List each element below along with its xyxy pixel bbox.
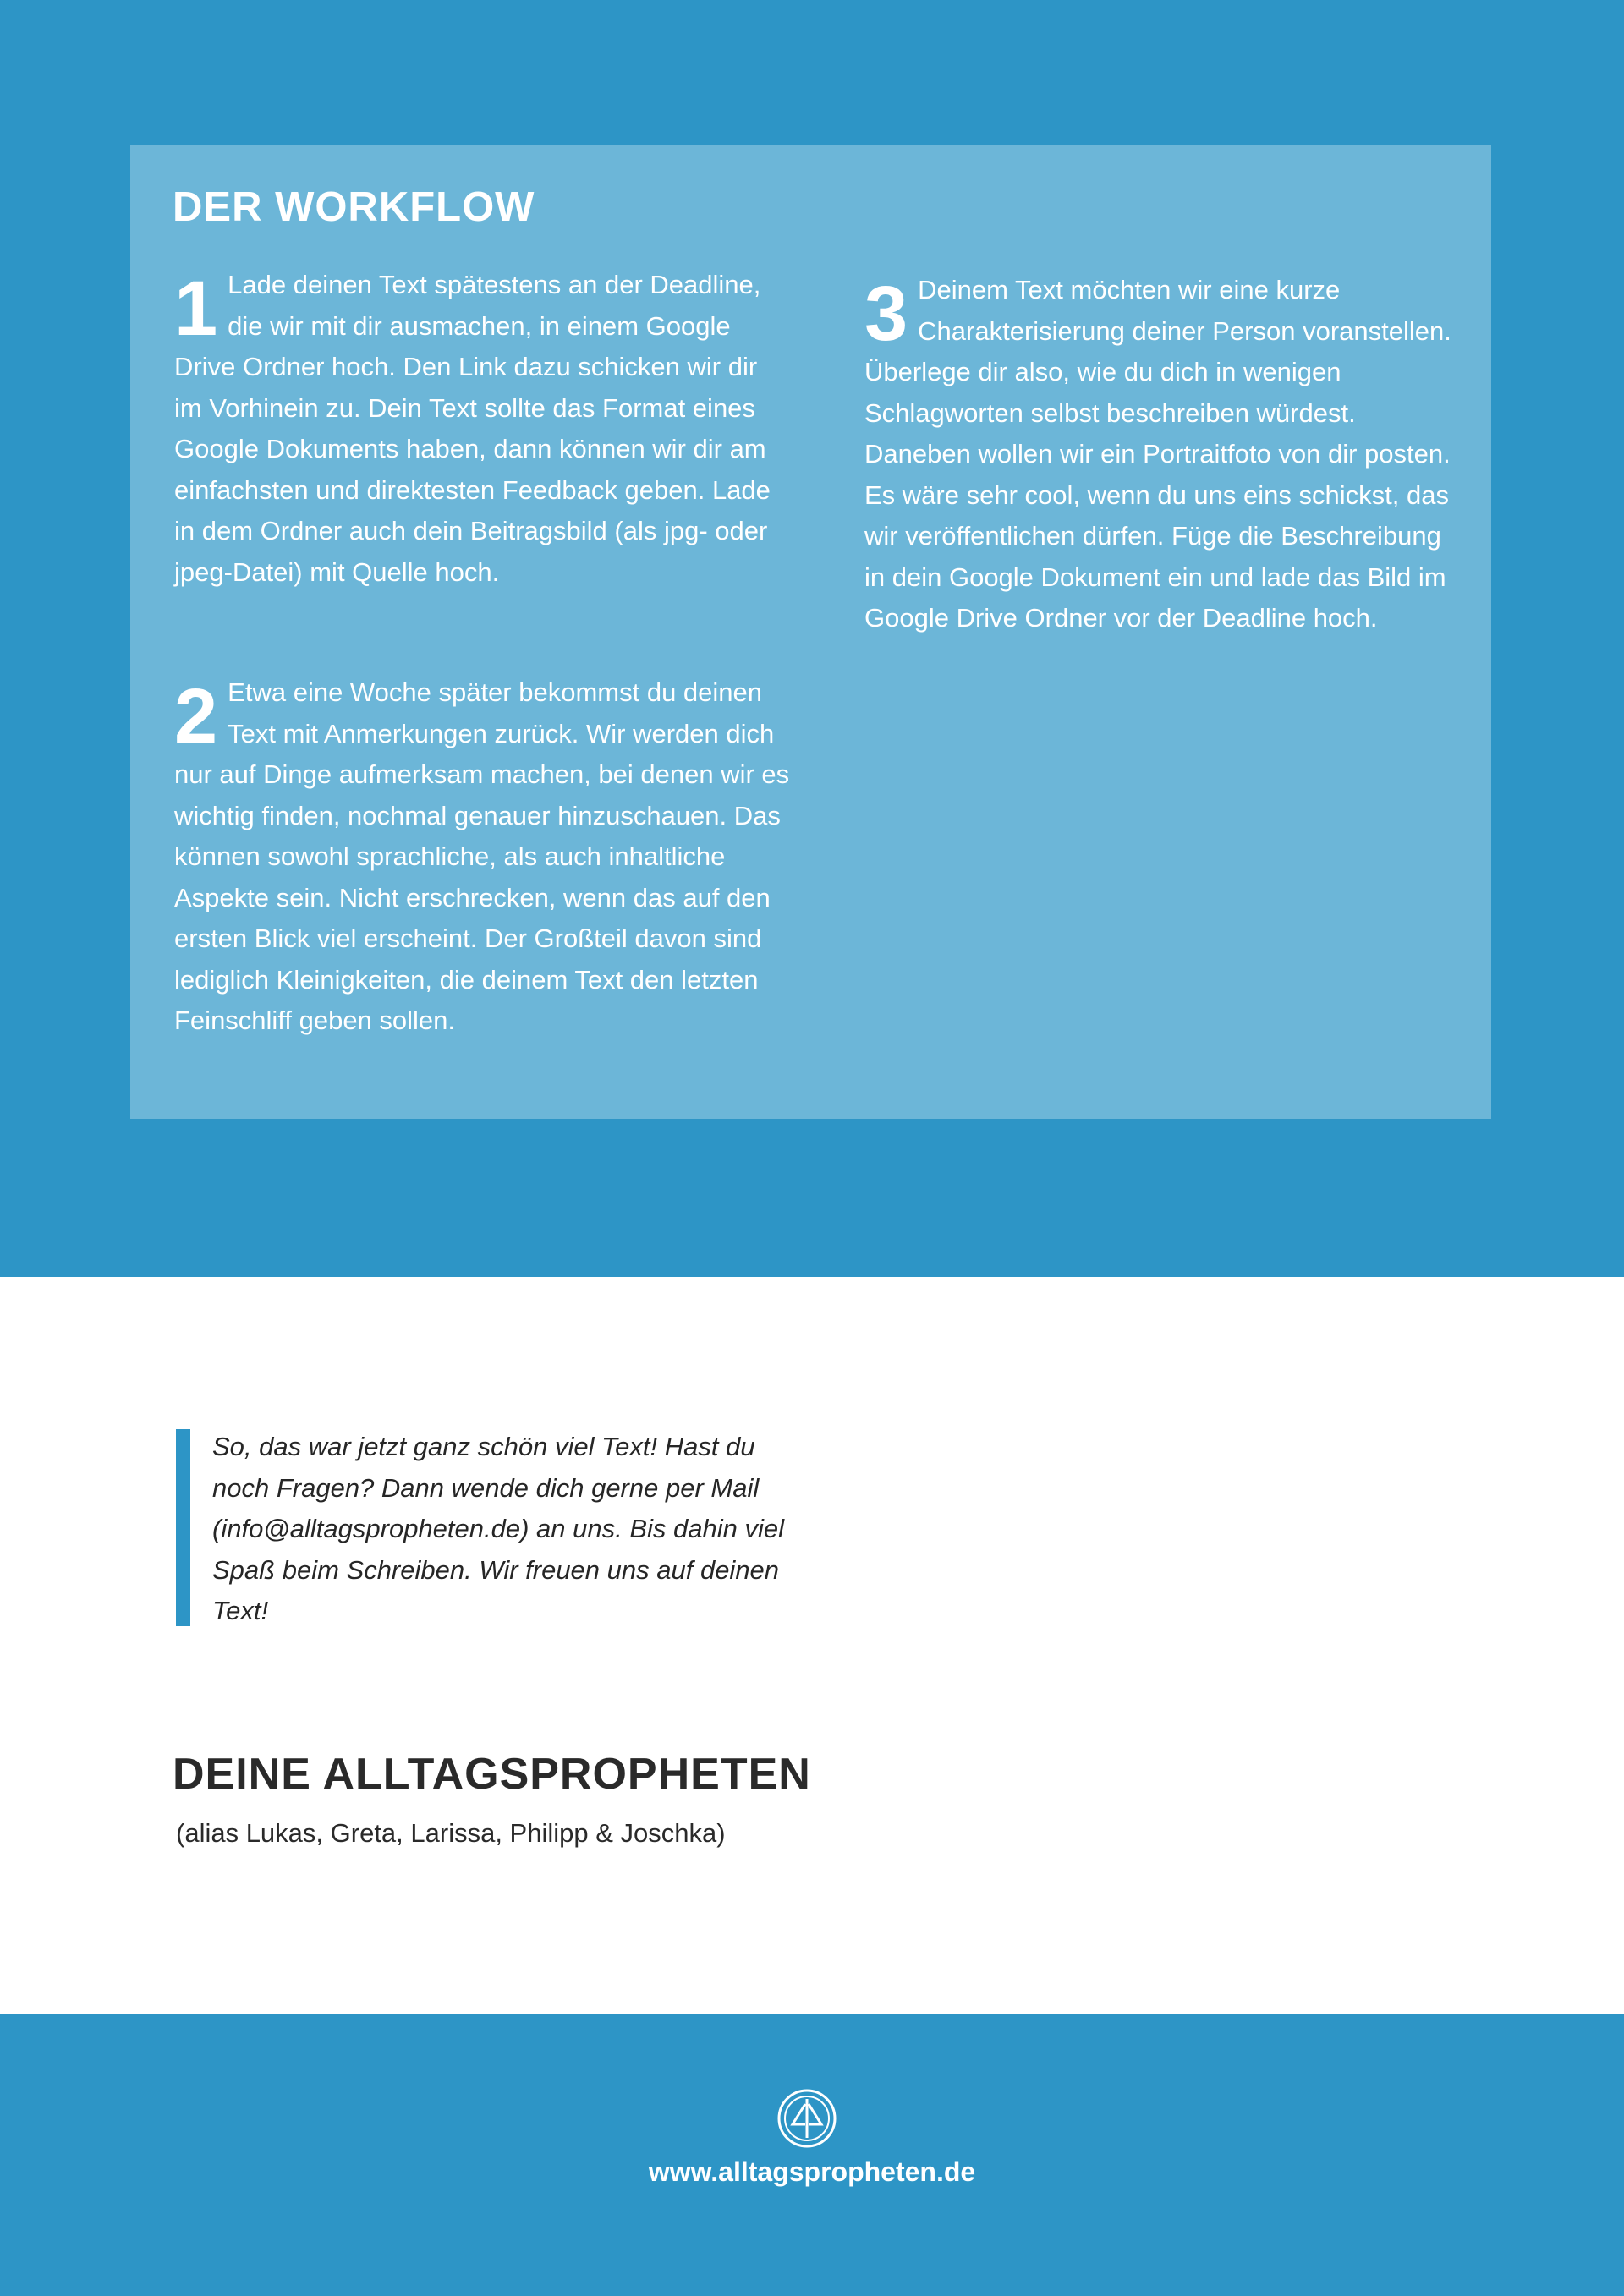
website-link[interactable]: www.alltagspropheten.de [648, 2156, 976, 2187]
step-number-3: 3 [864, 271, 908, 357]
step-text-1: Lade deinen Text spätestens an der Deadline, die wir mit dir ausmachen, in einem Google Drive Ordner hoch. Den Link dazu schicken wir dir im Vorhinein zu. Dein Text sollte das Format eines Google Dokuments haben, dann können wir dir am einfachsten und direktesten Feedback geben. Lade in dem Ordner auch dein Beitragsbild (als jpg- oder jpeg-Datei) mit Quelle hoch. [174, 270, 771, 587]
signoff-title: DEINE ALLTAGSPROPHETEN [173, 1750, 811, 1799]
signoff-alias: (alias Lukas, Greta, Larissa, Philipp & Joschka) [176, 1818, 726, 1848]
step-text-2: Etwa eine Woche später bekommst du deinen Text mit Anmerkungen zurück. Wir werden dich nur auf Dinge aufmerksam machen, bei denen wir es wichtig finden, nochmal genauer hinzuschauen. Das können sowohl sprachliche, als auch inhaltliche Aspekte sein. Nicht erschrecken, wenn das auf den ersten Blick viel erscheint. Der Großteil davon sind lediglich Kleinigkeiten, die deinem Text den letzten Feinschliff geben sollen. [174, 677, 790, 1035]
workflow-title: DER WORKFLOW [173, 184, 535, 230]
workflow-step-2 [174, 672, 792, 1042]
quote-text: So, das war jetzt ganz schön viel Text! Hast du noch Fragen? Dann wende dich gerne per Mail (info@alltagspropheten.de) an uns. Bis dahin viel Spaß beim Schreiben. Wir freuen uns auf deinen Text! [212, 1432, 784, 1625]
alltagspropheten-logo-icon [777, 2089, 837, 2148]
step-text-3: Deinem Text möchten wir eine kurze Charakterisierung deiner Person voranstellen. Überlege dir also, wie du dich in wenigen Schlagworten selbst beschreiben würdest. Daneben wollen wir ein Portraitfoto von dir posten. Es wäre sehr cool, wenn du uns eins schickst, das wir veröffentlichen dürfen. Füge die Beschreibung in dein Google Dokument ein und lade das Bild im Google Drive Ordner vor der Deadline hoch. [864, 275, 1451, 633]
step-number-2: 2 [174, 673, 218, 759]
workflow-step-3 [864, 270, 1457, 639]
workflow-step-1 [174, 265, 792, 593]
closing-quote [176, 1429, 785, 1626]
workflow-box [130, 145, 1491, 1119]
step-number-1: 1 [174, 266, 218, 352]
